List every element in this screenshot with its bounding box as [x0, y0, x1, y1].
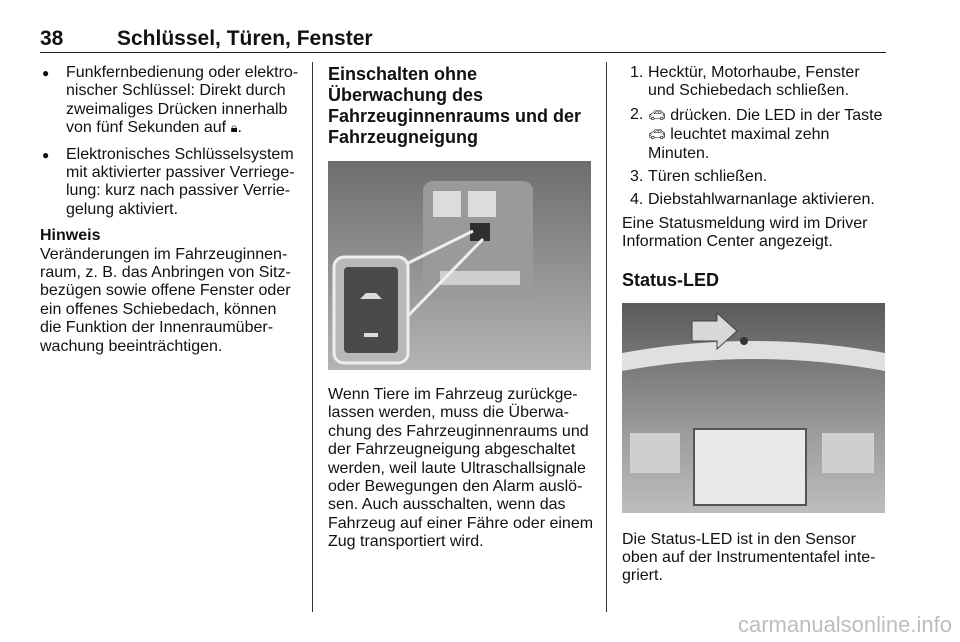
bullet-item: ● Funkfernbedienung oder elektronischer Schlüssel: Direkt durch zweimaliges Drücken innerhalb von fünf Sekunden auf 🔒︎. [40, 64, 302, 138]
step-item: 3. Türen schließen. [630, 168, 768, 186]
lock-icon: 🔒︎ [230, 120, 238, 136]
bullet-item: ● Elektronisches Schlüsselsystem mit aktivierter passiver Verriegelung: kurz nach passiver Verriegelung aktiviert. [40, 146, 302, 220]
dashboard-illustration [622, 303, 885, 513]
step-item: 1. Hecktür, Motorhaube, Fenster und Schiebedach schließen. [630, 64, 860, 100]
step-item: 2. 🚗︎ drücken. Die LED in der Taste 🚗︎ leuchtet maximal zehn Minuten. [630, 105, 883, 162]
overhead-console-photo [328, 161, 591, 370]
steps-list [622, 64, 888, 210]
column-divider-left [312, 62, 313, 612]
column-middle [328, 64, 594, 552]
status-message-text: Eine Statusmeldung wird im Driver Information Center angezeigt. [622, 214, 868, 251]
overhead-console-illustration [328, 161, 591, 370]
car-alarm-icon: 🚗︎ [648, 106, 666, 123]
paragraph-text: Wenn Tiere im Fahrzeug zurückgelassen werden, muss die Überwachung des Fahrzeuginnenraums und der Fahrzeugneigung abgeschaltet werden, weil laute Ultraschallsignale oder Bewegungen den Alarm auslösen. Auch ausschalten, wenn das Fahrzeug auf einer Fähre oder einem Zug transportiert wird. [328, 386, 594, 551]
car-alarm-icon: 🚗︎ [648, 126, 666, 143]
page-title: Schlüssel, Türen, Fenster [117, 27, 373, 50]
column-right [622, 64, 888, 586]
column-left [40, 64, 302, 356]
status-led-text: Die Status-LED ist in den Sensor oben auf der Instrumententafel integriert. [622, 530, 876, 585]
bullet-list [40, 64, 302, 219]
note-title: Hinweis [40, 227, 101, 245]
status-led-heading: Status-LED [622, 269, 720, 290]
watermark: carmanualsonline.info [737, 612, 952, 637]
step-item: 4. Diebstahlwarnanlage aktivieren. [630, 191, 875, 209]
section-heading: Einschalten ohne Überwachung des Fahrzeuginnenraums und der Fahrzeugneigung [328, 64, 582, 147]
column-divider-right [606, 62, 607, 612]
page-number: 38 [40, 27, 64, 50]
note-text: Veränderungen im Fahrzeuginnenraum, z. B. das Anbringen von Sitzbezügen sowie offene Fenster oder ein offenes Schiebedach, können die Funktion der Innenraumüberwachung beeinträchtigen. [40, 245, 291, 355]
dashboard-photo [622, 303, 885, 513]
page-header [40, 28, 886, 53]
